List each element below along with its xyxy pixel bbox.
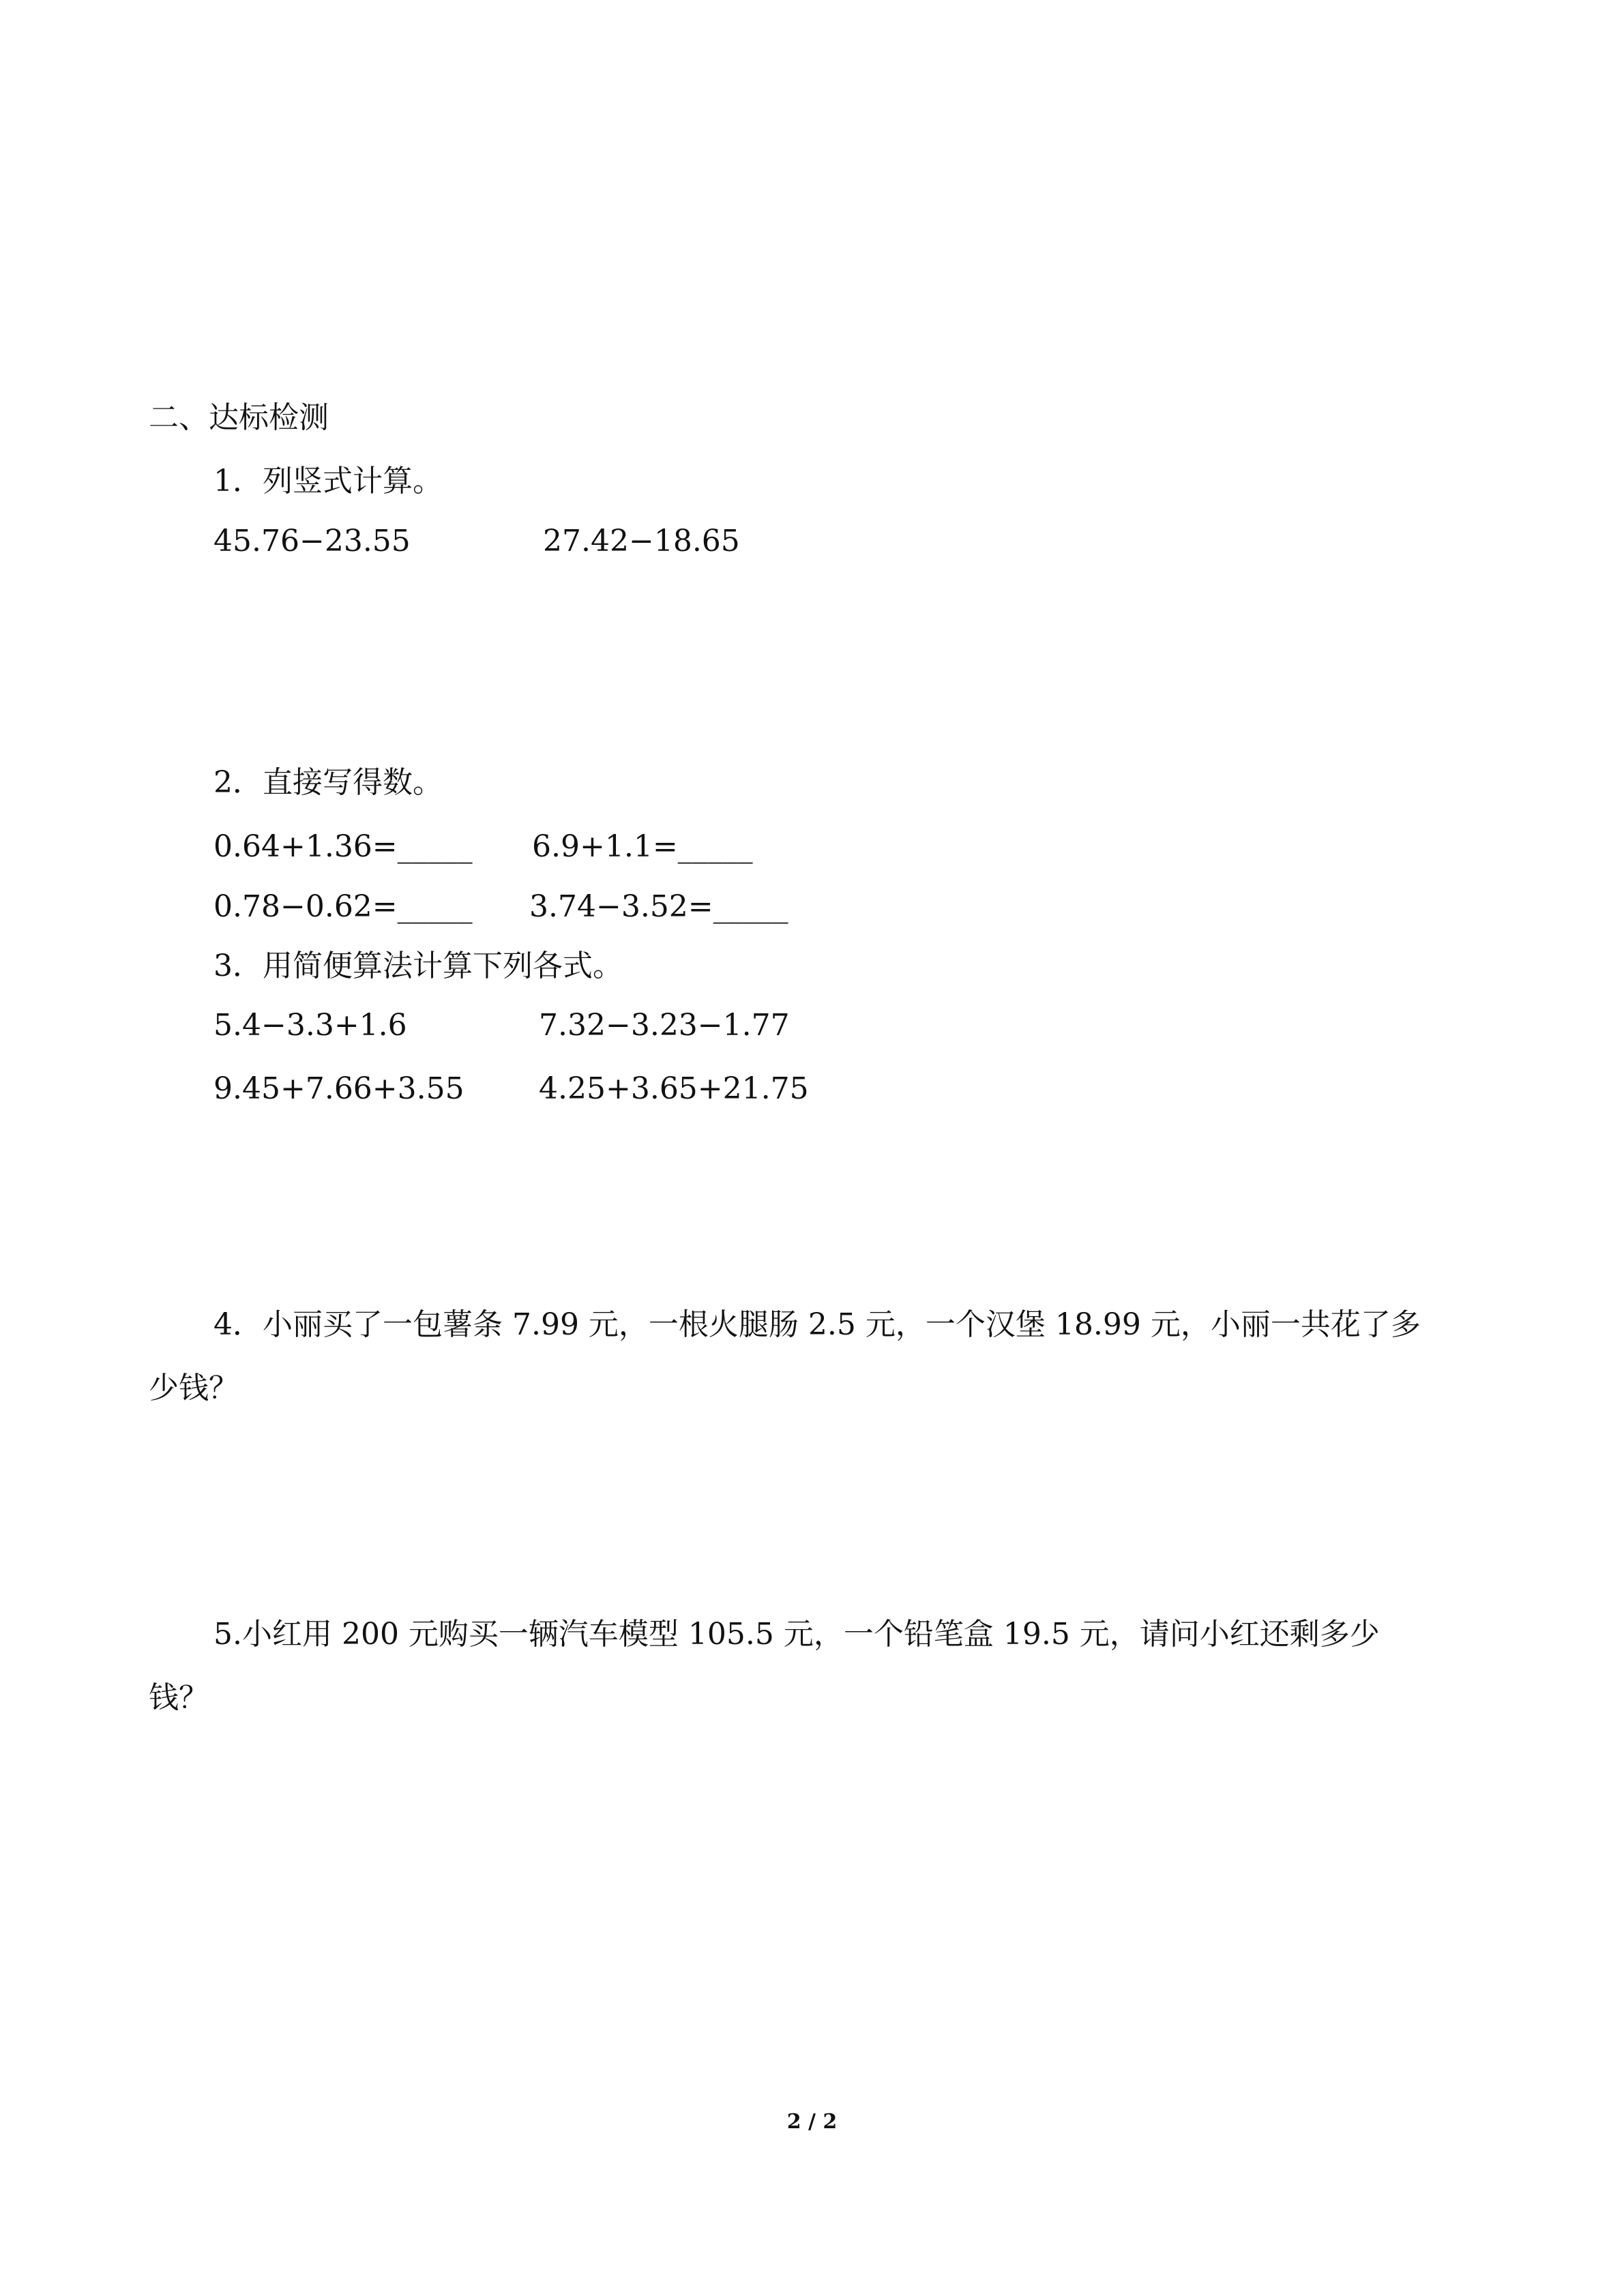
question-1-title: 1．列竖式计算。 xyxy=(213,464,443,498)
question-2-item-2: 6.9+1.1=_____ xyxy=(532,829,753,864)
section-heading: 二、达标检测 xyxy=(149,400,329,435)
question-3-item-1: 5.4−3.3+1.6 xyxy=(213,1008,407,1043)
question-2-item-3: 0.78−0.62=_____ xyxy=(213,889,473,924)
question-1-item-1: 45.76−23.55 xyxy=(213,524,411,558)
question-3-item-2: 7.32−3.23−1.77 xyxy=(539,1008,790,1043)
question-1-item-2: 27.42−18.65 xyxy=(543,524,740,558)
question-3-item-4: 4.25+3.65+21.75 xyxy=(539,1071,809,1106)
question-3-title: 3．用简便算法计算下列各式。 xyxy=(213,949,623,983)
question-4-line-2: 少钱？ xyxy=(149,1371,239,1405)
question-5-line-1: 5.小红用 200 元购买一辆汽车模型 105.5 元，一个铅笔盒 19.5 元，请问小红还剩多少 xyxy=(213,1617,1380,1652)
question-2-item-4: 3.74−3.52=_____ xyxy=(529,889,788,924)
question-3-item-3: 9.45+7.66+3.55 xyxy=(213,1071,464,1106)
question-2-title: 2．直接写得数。 xyxy=(213,765,443,800)
question-5-line-2: 钱？ xyxy=(149,1680,209,1715)
page-number: 2 / 2 xyxy=(786,2110,838,2134)
question-2-item-1: 0.64+1.36=_____ xyxy=(213,829,473,864)
question-4-line-1: 4．小丽买了一包薯条 7.99 元，一根火腿肠 2.5 元，一个汉堡 18.99 元，小丽一共花了多 xyxy=(213,1307,1421,1342)
